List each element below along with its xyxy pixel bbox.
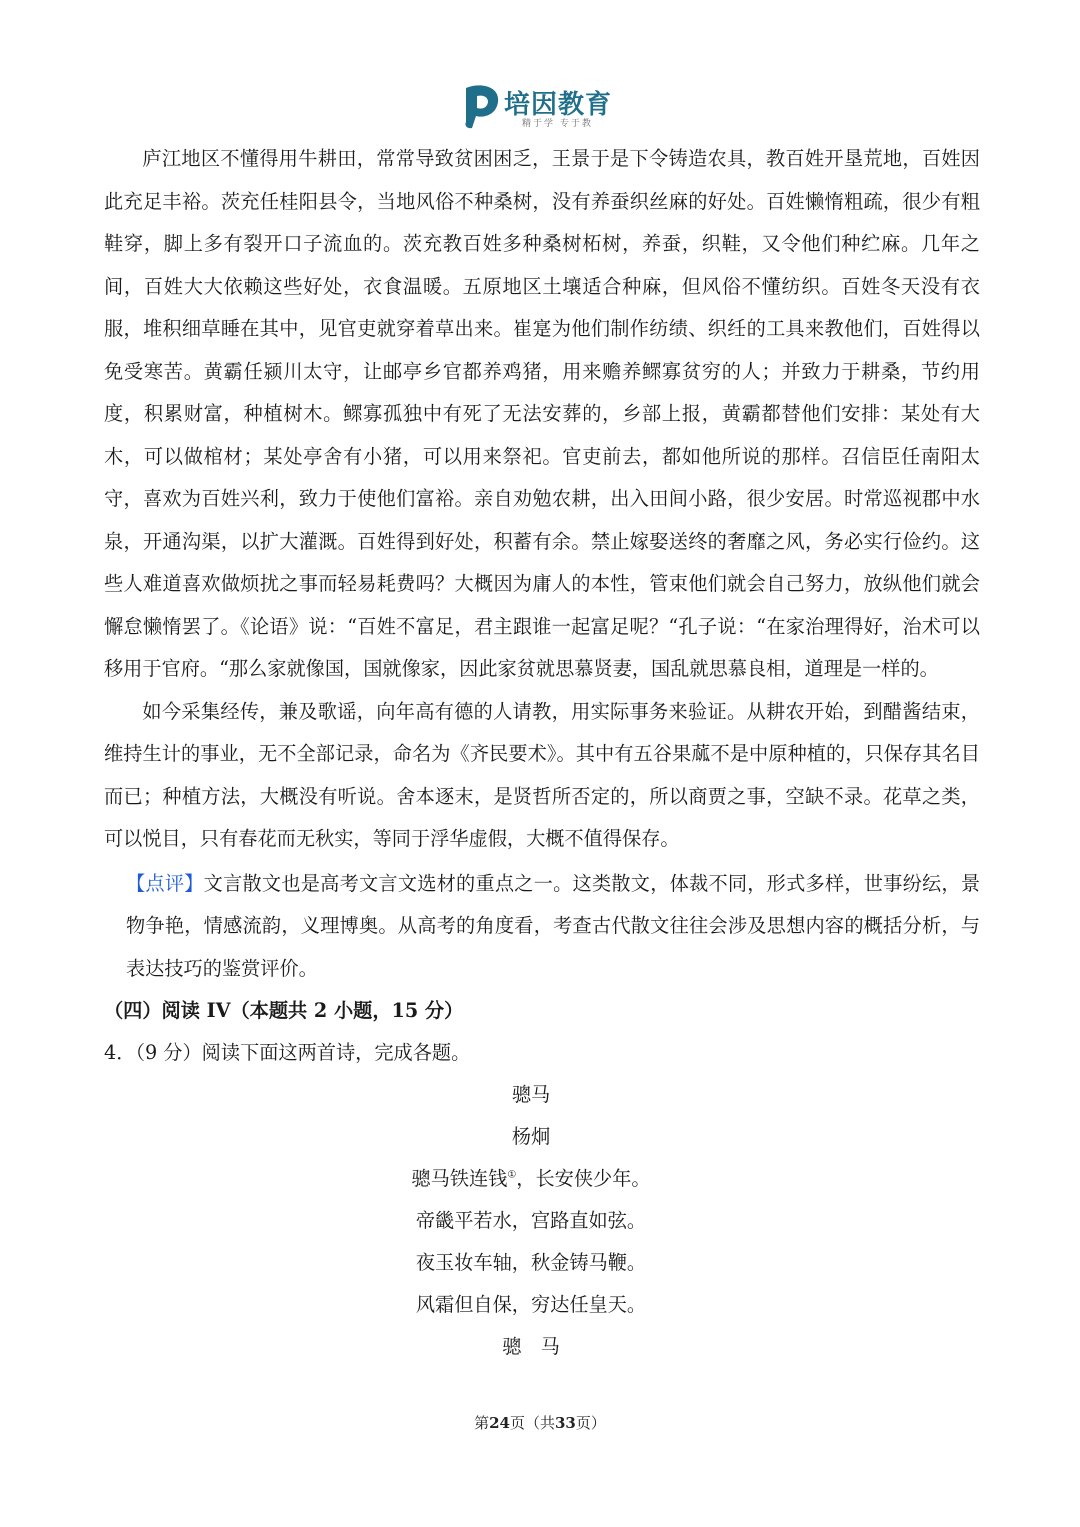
document-body [104,138,980,1368]
page-number: 24 [489,1414,510,1432]
poem-line-1 [104,1158,980,1200]
comment-tag: 【点评】 [126,871,204,895]
brand-logo [460,82,630,132]
poem-line-rest: ，长安侠少年。 [516,1167,651,1190]
poem-author: 杨炯 [511,1125,551,1148]
logo-name: 培因教育 [504,90,613,120]
poem-2-title: 骢 马 [502,1335,560,1358]
paragraph-1: 庐江地区不懂得用牛耕田，常常导致贫困困乏，王景于是下令铸造农具，教百姓开垦荒地，百姓因此充足丰裕。茨充任桂阳县令，当地风俗不种桑树，没有养蚕织丝麻的好处。百姓懒惰粗疏，很少有粗鞋穿，脚上多有裂开口子流血的。茨充教百姓多种桑树柘树，养蚕，织鞋，又令他们种纻麻。几年之间，百姓大大依赖这些好处，衣食温暖。五原地区土壤适合种麻，但风俗不懂纺织。百姓冬天没有衣服，堆积细草睡在其中，见官吏就穿着草出来。崔寔为他们制作纺绩、织纴的工具来教他们，百姓得以免受寒苦。黄霸任颍川太守，让邮亭乡官都养鸡猪，用来赡养鳏寡贫穷的人；并致力于耕桑，节约用度，积累财富，种植树木。鳏寡孤独中有死了无法安葬的，乡部上报，黄霸都替他们安排：某处有大木，可以做棺材；某处亭舍有小猪，可以用来祭祀。官吏前去，都如他所说的那样。召信臣任南阳太守，喜欢为百姓兴利，致力于使他们富裕。亲自劝勉农耕，出入田间小路，很少安居。时常巡视郡中水泉，开通沟渠，以扩大灌溉。百姓得到好处，积蓄有余。禁止嫁娶送终的奢靡之风，务必实行俭约。这些人难道喜欢做烦扰之事而轻易耗费吗？大概因为庸人的本性，管束他们就会自己努力，放纵他们就会懈怠懒惰罢了。《论语》说：“百姓不富足，君主跟谁一起富足呢？“孔子说：“在家治理得好，治术可以移用于官府。“那么家就像国，国就像家，因此家贫就思慕贤妻，国乱就思慕良相，道理是一样的。 [104,147,980,680]
section-heading: （四）阅读 IV（本题共 2 小题，15 分） [104,999,464,1022]
poem-line-text: 骢马铁连钱 [411,1167,508,1190]
footnote-marker: ① [507,1169,517,1181]
poem-line-2: 帝畿平若水，宫路直如弦。 [415,1209,647,1232]
footer-middle: 页（共 [509,1414,555,1432]
poem-line-3: 夜玉妆车轴，秋金铸马鞭。 [415,1251,647,1274]
poem-1 [104,1074,980,1326]
footer-suffix: 页） [575,1414,606,1432]
paragraph-2: 如今采集经传，兼及歌谣，向年高有德的人请教，用实际事务来验证。从耕农开始，到醋酱结束，维持生计的事业，无不全部记录，命名为《齐民要术》。其中有五谷果蓏不是中原种植的，只保存其名目而已；种植方法，大概没有听说。舍本逐末，是贤哲所否定的，所以商贾之事，空缺不录。花草之类，可以悦目，只有春花而无秋实，等同于浮华虚假，大概不值得保存。 [104,699,980,850]
total-pages: 33 [555,1414,576,1432]
page-footer [0,1412,1080,1433]
poem-title: 骢马 [511,1083,551,1106]
comment-block [126,863,980,991]
footer-prefix: 第 [474,1414,490,1432]
poem-line-4: 风霜但自保，穷达任皇天。 [415,1293,647,1316]
comment-text: 文言散文也是高考文言文选材的重点之一。这类散文，体裁不同，形式多样，世事纷纭，景物争艳，情感流韵，义理博奥。从高考的角度看，考查古代散文往往会涉及思想内容的概括分析，与表达技巧的鉴赏评价。 [126,871,981,980]
logo-p-icon [460,82,502,130]
logo-slogan: 精于学 专于教 [522,119,593,129]
question-4: 4．（9 分）阅读下面这两首诗，完成各题。 [104,1041,471,1064]
